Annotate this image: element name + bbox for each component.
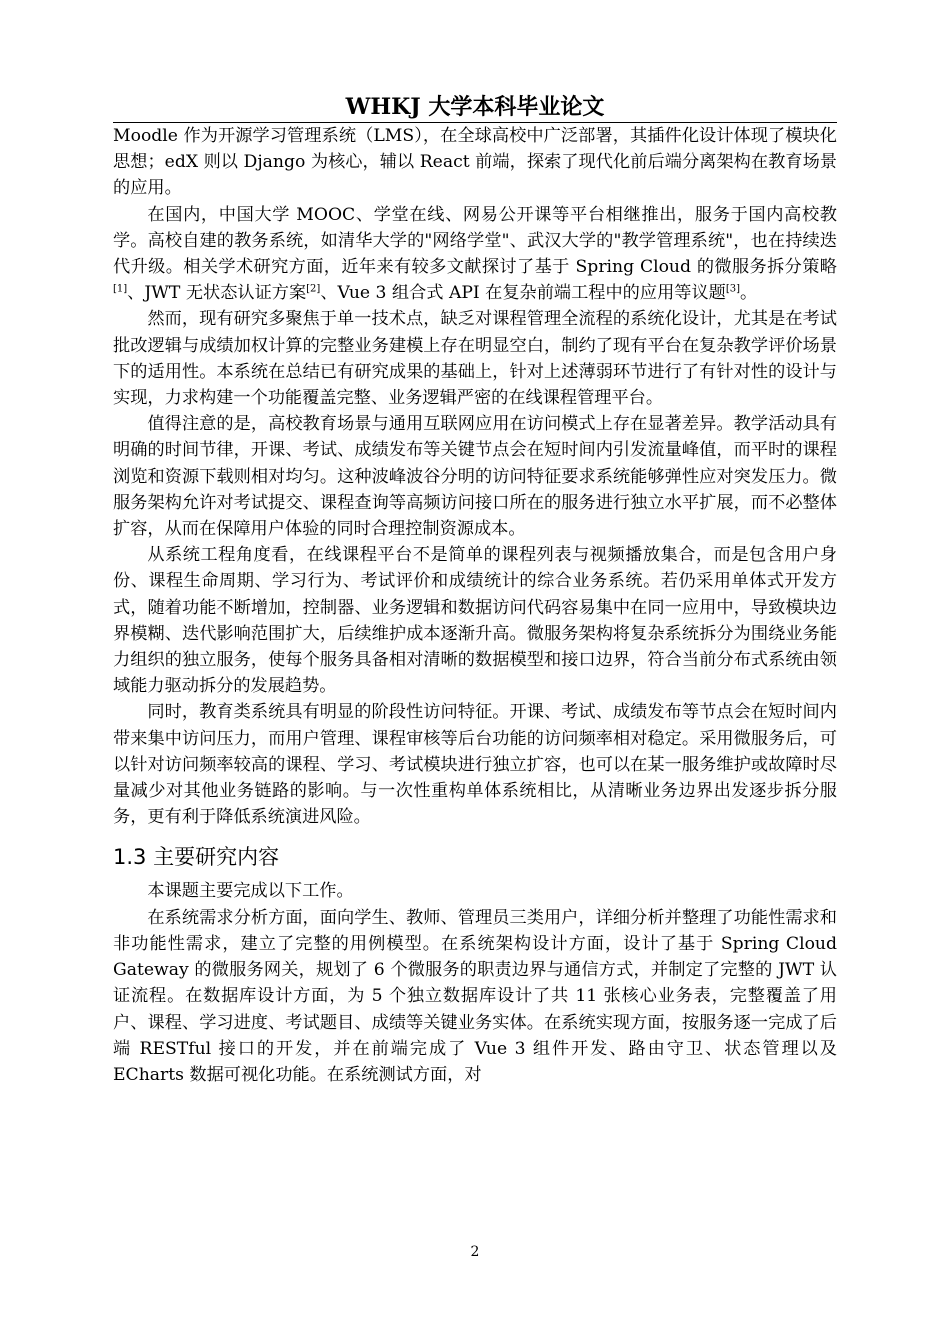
paragraph-text: 。 [740,283,758,304]
paragraph: 然而，现有研究多聚焦于单一技术点，缺乏对课程管理全流程的系统化设计，尤其是在考试批改逻辑与成绩加权计算的完整业务建模上存在明显空白，制约了现有平台在复杂教学评价场景下的适用性。本系统在总结已有研究成果的基础上，针对上述薄弱环节进行了有针对性的设计与实现，力求构建一个功能覆盖完整、业务逻辑严密的在线课程管理平台。 [113,309,837,409]
paragraph: 从系统工程角度看，在线课程平台不是简单的课程列表与视频播放集合，而是包含用户身份、课程生命周期、学习行为、考试评价和成绩统计的综合业务系统。若仍采用单体式开发方式，随着功能不断增加，控制器、业务逻辑和数据访问代码容易集中在同一应用中，导致模块边界模糊、迭代影响范围扩大，后续维护成本逐渐升高。微服务架构将复杂系统拆分为围绕业务能力组织的独立服务，使每个服务具备相对清晰的数据模型和接口边界，符合当前分布式系统由领域能力驱动拆分的发展趋势。 [113,545,837,697]
paragraph-text: 在国内，中国大学 MOOC、学堂在线、网易公开课等平台相继推出，服务于国内高校教学。高校自建的教务系统，如清华大学的"网络学堂"、武汉大学的"教学管理系统"，也在持续迭代升级。相关学术研究方面，近年来有较多文献探讨了基于 Spring Cloud 的微服务拆分策略 [113,204,837,278]
citation-ref: [1] [113,283,128,295]
paragraph: 值得注意的是，高校教育场景与通用互联网应用在访问模式上存在显著差异。教学活动具有明确的时间节律，开课、考试、成绩发布等关键节点会在短时间内引发流量峰值，而平时的课程浏览和资源下载则相对均匀。这种波峰波谷分明的访问特征要求系统能够弹性应对突发压力。微服务架构允许对考试提交、课程查询等高频访问接口所在的服务进行独立水平扩展，而不必整体扩容，从而在保障用户体验的同时合理控制资源成本。 [113,414,837,540]
section-heading: 1.3 主要研究内容 [113,845,280,870]
citation-ref: [3] [725,283,740,295]
page-number: 2 [470,1244,480,1260]
paragraph [113,202,837,307]
paragraph-text: 、JWT 无状态认证方案 [127,283,307,304]
header-title: WHKJ 大学本科毕业论文 [345,94,605,120]
paragraph: 本课题主要完成以下工作。 [147,881,354,902]
paragraph-text: 、Vue 3 组合式 API 在复杂前端工程中的应用等议题 [320,283,726,304]
paragraph: 同时，教育类系统具有明显的阶段性访问特征。开课、考试、成绩发布等节点会在短时间内带来集中访问压力，而用户管理、课程审核等后台功能的访问频率相对稳定。采用微服务后，可以针对访问频率较高的课程、学习、考试模块进行独立扩容，也可以在某一服务维护或故障时尽量减少对其他业务链路的影响。与一次性重构单体系统相比，从清晰业务边界出发逐步拆分服务，更有利于降低系统演进风险。 [113,702,837,828]
citation-ref: [2] [306,283,321,295]
paragraph: 在系统需求分析方面，面向学生、教师、管理员三类用户，详细分析并整理了功能性需求和非功能性需求，建立了完整的用例模型。在系统架构设计方面，设计了基于 Spring Cloud Gateway 的微服务网关，规划了 6 个微服务的职责边界与通信方式，并制定了完整的 JWT 认证流程。在数据库设计方面，为 5 个独立数据库设计了共 11 张核心业务表，完整覆盖了用户、课程、学习进度、考试题目、成绩等关键业务实体。在系统实现方面，按服务逐一完成了后端 RESTful 接口的开发，并在前端完成了 Vue 3 组件开发、路由守卫、状态管理以及 ECharts 数据可视化功能。在系统测试方面，对 [113,907,837,1085]
paragraph: Moodle 作为开源学习管理系统（LMS），在全球高校中广泛部署，其插件化设计体现了模块化思想；edX 则以 Django 为核心，辅以 React 前端，探索了现代化前后端分离架构在教育场景的应用。 [113,126,837,199]
page-header [113,92,837,123]
body-text [113,123,837,1088]
